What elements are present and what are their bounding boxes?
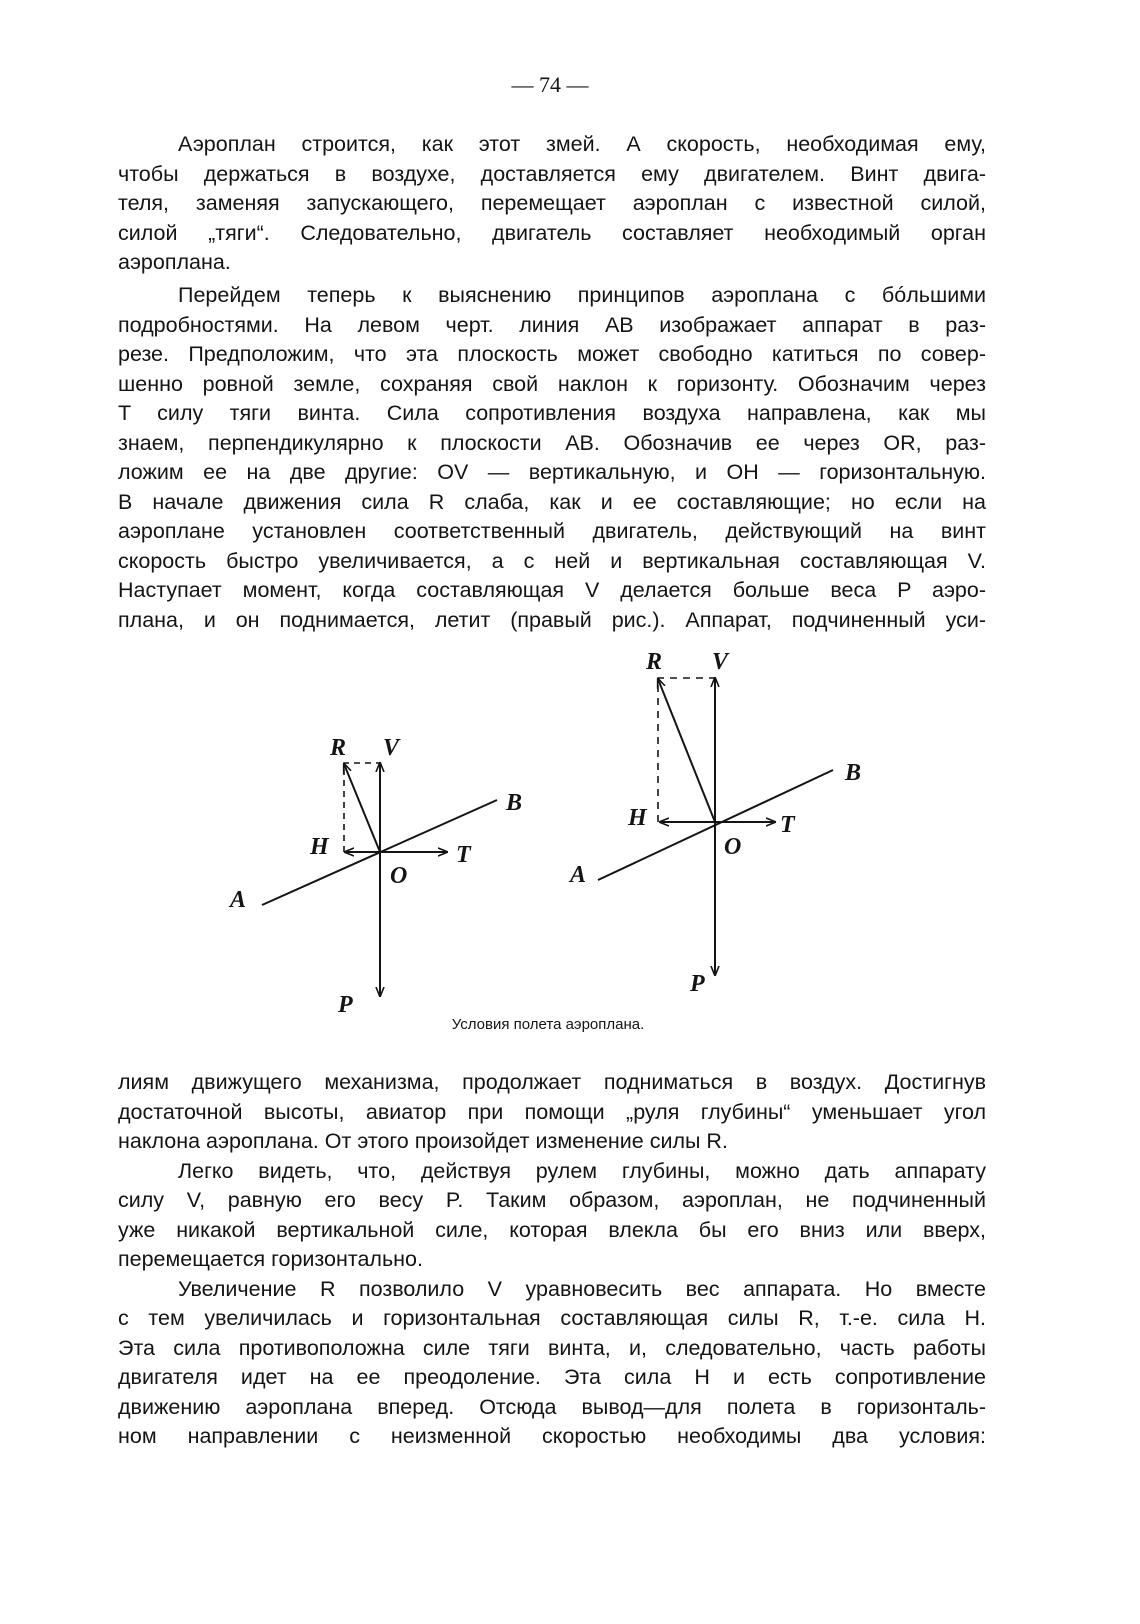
text-line: плана, и он поднимается, летит (правый рис.). Аппарат, подчиненный уси- xyxy=(118,607,986,632)
text-line: T силу тяги винта. Сила сопротивления воздуха направлена, как мы xyxy=(118,401,986,425)
text-line: аэроплана. xyxy=(118,250,231,274)
label-r: R xyxy=(330,735,347,761)
text-line: движению аэроплана вперед. Отсюда вывод—для полета в горизонталь- xyxy=(118,1394,986,1419)
label-a: A xyxy=(570,862,587,888)
label-b: B xyxy=(845,760,862,786)
text-line: ложим ее на две другие: OV — вертикальную, и OH — горизонтальную. xyxy=(118,460,986,484)
text-line: Эта сила противоположна силе тяги винта, и, следовательно, часть работы xyxy=(118,1335,986,1360)
text-line: Перейдем теперь к выяснению принципов аэроплана с бóльшими xyxy=(178,283,986,307)
text-line: чтобы держаться в воздухе, доставляется ему двигателем. Винт двига- xyxy=(118,161,986,186)
text-line: силой „тяги“. Следовательно, двигатель составляет необходимый орган xyxy=(118,220,986,245)
text-line: двигателя идет на ее преодоление. Эта сила H и есть сопротивление xyxy=(118,1365,986,1389)
label-v: V xyxy=(712,649,729,675)
label-p: P xyxy=(338,992,353,1018)
label-b: B xyxy=(506,790,523,816)
text-line: шенно ровной земле, сохраняя свой наклон к горизонту. Обозначим через xyxy=(118,371,986,396)
label-p: P xyxy=(690,971,705,997)
label-t: T xyxy=(780,812,795,838)
label-o: O xyxy=(390,863,408,889)
paragraph xyxy=(118,1275,986,1452)
label-a: A xyxy=(230,887,247,913)
text-line: перемещается горизонтально. xyxy=(118,1247,423,1271)
text-line: скорость быстро увеличивается, а с ней и вертикальная составляющая V. xyxy=(118,548,986,573)
left-diagram xyxy=(262,763,497,996)
text-line: резе. Предположим, что эта плоскость может свободно катиться по совер- xyxy=(118,342,986,366)
label-h: H xyxy=(628,805,647,831)
text-line: аэроплане установлен соответственный двигатель, действующий на винт xyxy=(118,519,986,543)
text-line: В начале движения сила R слаба, как и ее составляющие; но если на xyxy=(118,489,986,514)
text-line: лиям движущего механизма, продолжает подниматься в воздух. Достигнув xyxy=(118,1070,986,1094)
text-line: Увеличение R позволило V уравновесить вес аппарата. Но вместе xyxy=(178,1276,986,1301)
text-line: достаточной высоты, авиатор при помощи „руля глубины“ уменьшает угол xyxy=(118,1099,986,1124)
text-line: с тем увеличилась и горизонтальная составляющая силы R, т.-е. сила H. xyxy=(118,1306,986,1330)
text-block-after-figure xyxy=(118,1068,986,1452)
label-v: V xyxy=(383,735,400,761)
text-line: Наступает момент, когда составляющая V делается больше веса P аэро- xyxy=(118,578,986,602)
text-line: уже никакой вертикальной силе, которая влекла бы его вниз или вверх, xyxy=(118,1217,986,1242)
force-r-arrow xyxy=(344,764,380,852)
paragraph xyxy=(118,1068,986,1157)
label-h: H xyxy=(310,834,329,860)
text-line: наклона аэроплана. От этого произойдет изменение силы R. xyxy=(118,1129,728,1153)
text-line: ном направлении с неизменной скоростью необходимы два условия: xyxy=(118,1424,986,1448)
force-r-arrow xyxy=(658,679,715,822)
text-line: силу V, равную его весу P. Таким образом, аэроплан, не подчиненный xyxy=(118,1188,986,1212)
label-o: O xyxy=(724,834,742,860)
text-line: знаем, перпендикулярно к плоскости AB. Обозначив ее через OR, раз- xyxy=(118,430,986,455)
text-line: Аэроплан строится, как этот змей. А скорость, необходимая ему, xyxy=(178,132,986,156)
paragraph xyxy=(118,1157,986,1275)
figure-caption: Условия полета аэроплана. xyxy=(451,1016,645,1033)
page-number: — 74 — xyxy=(511,72,589,97)
label-r: R xyxy=(646,649,663,675)
left-labels xyxy=(228,735,522,1018)
text-line: Легко видеть, что, действуя рулем глубины, можно дать аппарату xyxy=(178,1158,986,1183)
text-line: подробностями. На левом черт. линия AB изображает аппарат в раз- xyxy=(118,312,986,337)
text-line: теля, заменяя запускающего, перемещает аэроплан с известной силой, xyxy=(118,191,986,215)
label-t: T xyxy=(456,842,471,868)
